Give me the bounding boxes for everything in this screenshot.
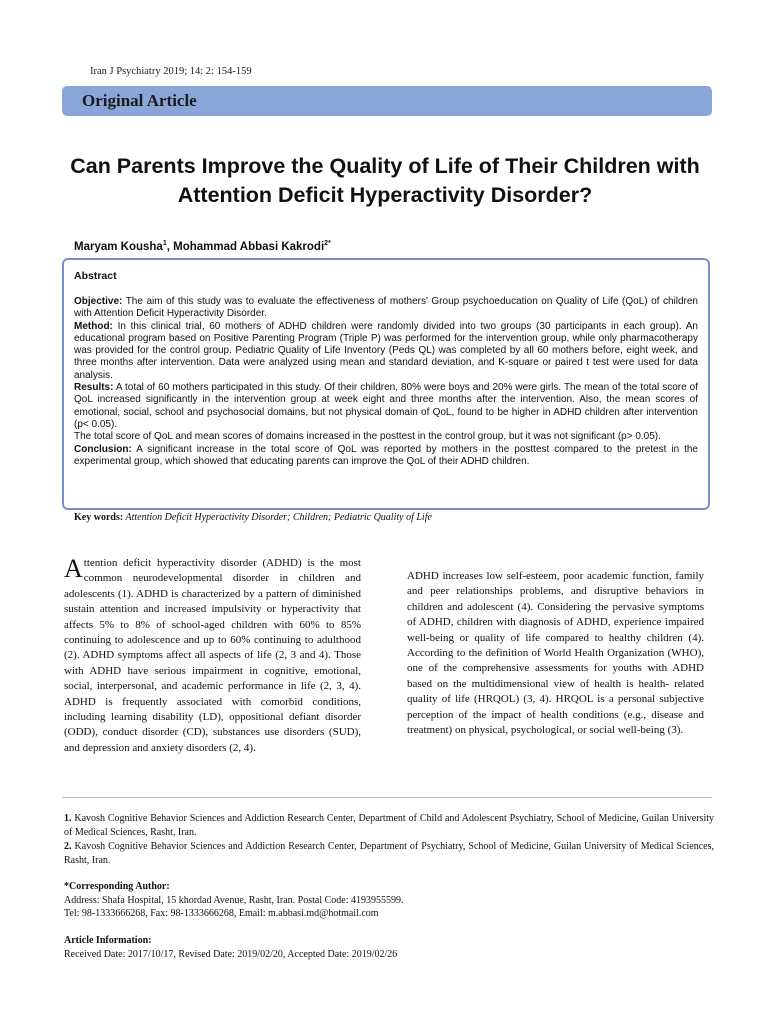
corresponding-address: Address: Shafa Hospital, 15 khordad Avenue, Rasht, Iran. Postal Code: 4193955599. — [64, 894, 404, 906]
method-text: In this clinical trial, 60 mothers of ADHD children were randomly divided into two groups (30 participants in each group). An educational program based on Positive Parenting Program (Triple P) was performed for the intervention group, while only pharmacotherapy was provided for the control group. Pediatric Quality of Life Inventory (Peds QL) was completed by all 60 mothers before, eight week, and three months after intervention. Data were analyzed using mean and standard deviation, and K-square or paired t test were used for data analysis. — [74, 320, 698, 381]
author-affiliation-mark: 1 — [162, 240, 167, 247]
affiliation-text: Kavosh Cognitive Behavior Sciences and Addiction Research Center, Department of Child and Adolescent Psychiatry, School of Medicine, Guilan University of Medical Sciences, Rasht, Iran. — [64, 813, 714, 838]
results-label: Results: — [74, 382, 114, 394]
method-label: Method: — [74, 320, 113, 332]
keywords-label: Key words: — [74, 512, 124, 523]
abstract-conclusion — [74, 444, 698, 469]
abstract-method — [74, 321, 698, 382]
abstract-heading: Abstract — [74, 270, 117, 282]
affiliations — [64, 812, 714, 868]
article-type-banner — [62, 86, 712, 116]
author-name: Maryam Kousha — [74, 240, 163, 253]
body-paragraph-left: ttention deficit hyperactivity disorder (ADHD) is the most common neurodevelopmental disorder in children and adolescents (1). ADHD is characterized by a pattern of diminished sustain attention and increased impulsivity or hyperactivity that affects 5% to 8% of school-aged children with 60% to 85% continuing to adolescence and up to 60% continuing to adulthood (2). ADHD symptoms affect all aspects of life (2, 3 and 4). Those with ADHD have serious impairment in cognitive, emotional, social, interpersonal, and academic performance in life (2, 3, 4). ADHD is frequently associated with comorbid conditions, including learning disability (LD), oppositional defiant disorder (ODD), conduct disorder (CD), substances use disorders (SUD), and depression and anxiety disorders (2, 4). — [64, 557, 361, 754]
author-name: Mohammad Abbasi Kakrodi — [173, 240, 325, 253]
body-column-left — [64, 556, 361, 756]
author-separator: , — [166, 240, 174, 253]
article-dates: Received Date: 2017/10/17, Revised Date: 2019/02/20, Accepted Date: 2019/02/26 — [64, 948, 398, 960]
abstract-body — [74, 296, 698, 468]
abstract-objective — [74, 296, 698, 321]
author-affiliation-mark: 2* — [324, 240, 331, 247]
conclusion-label: Conclusion: — [74, 443, 132, 455]
corresponding-author — [64, 880, 714, 921]
keywords — [74, 512, 432, 523]
article-title: Can Parents Improve the Quality of Life of Their Children with Attention Deficit Hyperactivity Disorder? — [70, 154, 700, 207]
drop-cap: A — [64, 554, 83, 583]
affiliation-number: 1. — [64, 813, 72, 824]
article-information — [64, 934, 714, 961]
affiliation-text: Kavosh Cognitive Behavior Sciences and Addiction Research Center, Department of Psychiatry, School of Medicine, Guilan University of Medical Sciences, Rasht, Iran. — [64, 841, 714, 866]
journal-citation: Iran J Psychiatry 2019; 14: 2: 154-159 — [90, 66, 252, 77]
body-column-right — [407, 569, 704, 738]
affiliation-number: 2. — [64, 841, 72, 852]
corresponding-contact: Tel: 98-1333666268, Fax: 98-1333666268, Email: m.abbasi.md@hotmail.com — [64, 908, 379, 919]
abstract-results — [74, 382, 698, 431]
results-text: A total of 60 mothers participated in this study. Of their children, 80% were boys and 20% were girls. The mean of the total score of QoL increased significantly in the intervention group at week eight and three months after the intervention. Also, the mean scores of emotional, social, school and psychosocial domains, but not physical domain of QoL, found to be higher in ADHD children after intervention (p< 0.05). — [74, 382, 698, 430]
article-info-label: Article Information: — [64, 935, 152, 946]
objective-text: The aim of this study was to evaluate the effectiveness of mothers' Group psychoeducation on Quality of Life (QoL) of children with Attention Deficit Hyperactivity Disorder. — [74, 296, 698, 320]
conclusion-text: A significant increase in the total score of QoL was reported by mothers in the posttest compared to the pretest in the experimental group, which showed that educating parents can improve the QoL of their ADHD children. — [74, 443, 698, 467]
affiliation-1 — [64, 812, 714, 840]
corresponding-label: *Corresponding Author: — [64, 881, 170, 892]
abstract-results-2: The total score of QoL and mean scores of domains increased in the posttest in the control group, but it was not significant (p> 0.05). — [74, 431, 661, 443]
keywords-text: Attention Deficit Hyperactivity Disorder; Children; Pediatric Quality of Life — [123, 512, 432, 523]
footnote-divider — [62, 797, 712, 798]
affiliation-2 — [64, 840, 714, 868]
article-type-label: Original Article — [82, 91, 197, 110]
author-list — [74, 240, 331, 253]
objective-label: Objective: — [74, 296, 123, 307]
body-paragraph-right: ADHD increases low self-esteem, poor academic function, family and peer relationships problems, and disruptive behaviors in children and adolescent (4). Considering the pervasive symptoms of ADHD, children with diagnosis of ADHD, experience impaired well-being or quality of life compared to healthy children (4). According to the definition of World Health Organization (WHO), one of the comprehensive assessments for youths with ADHD based on the multidimensional view of health is health- related quality of life (HRQOL) (3, 4). HRQOL is a personal subjective perception of the impact of health conditions (e.g., disease and treatment) on physical, psychological, or social well-being (3). — [407, 570, 704, 737]
